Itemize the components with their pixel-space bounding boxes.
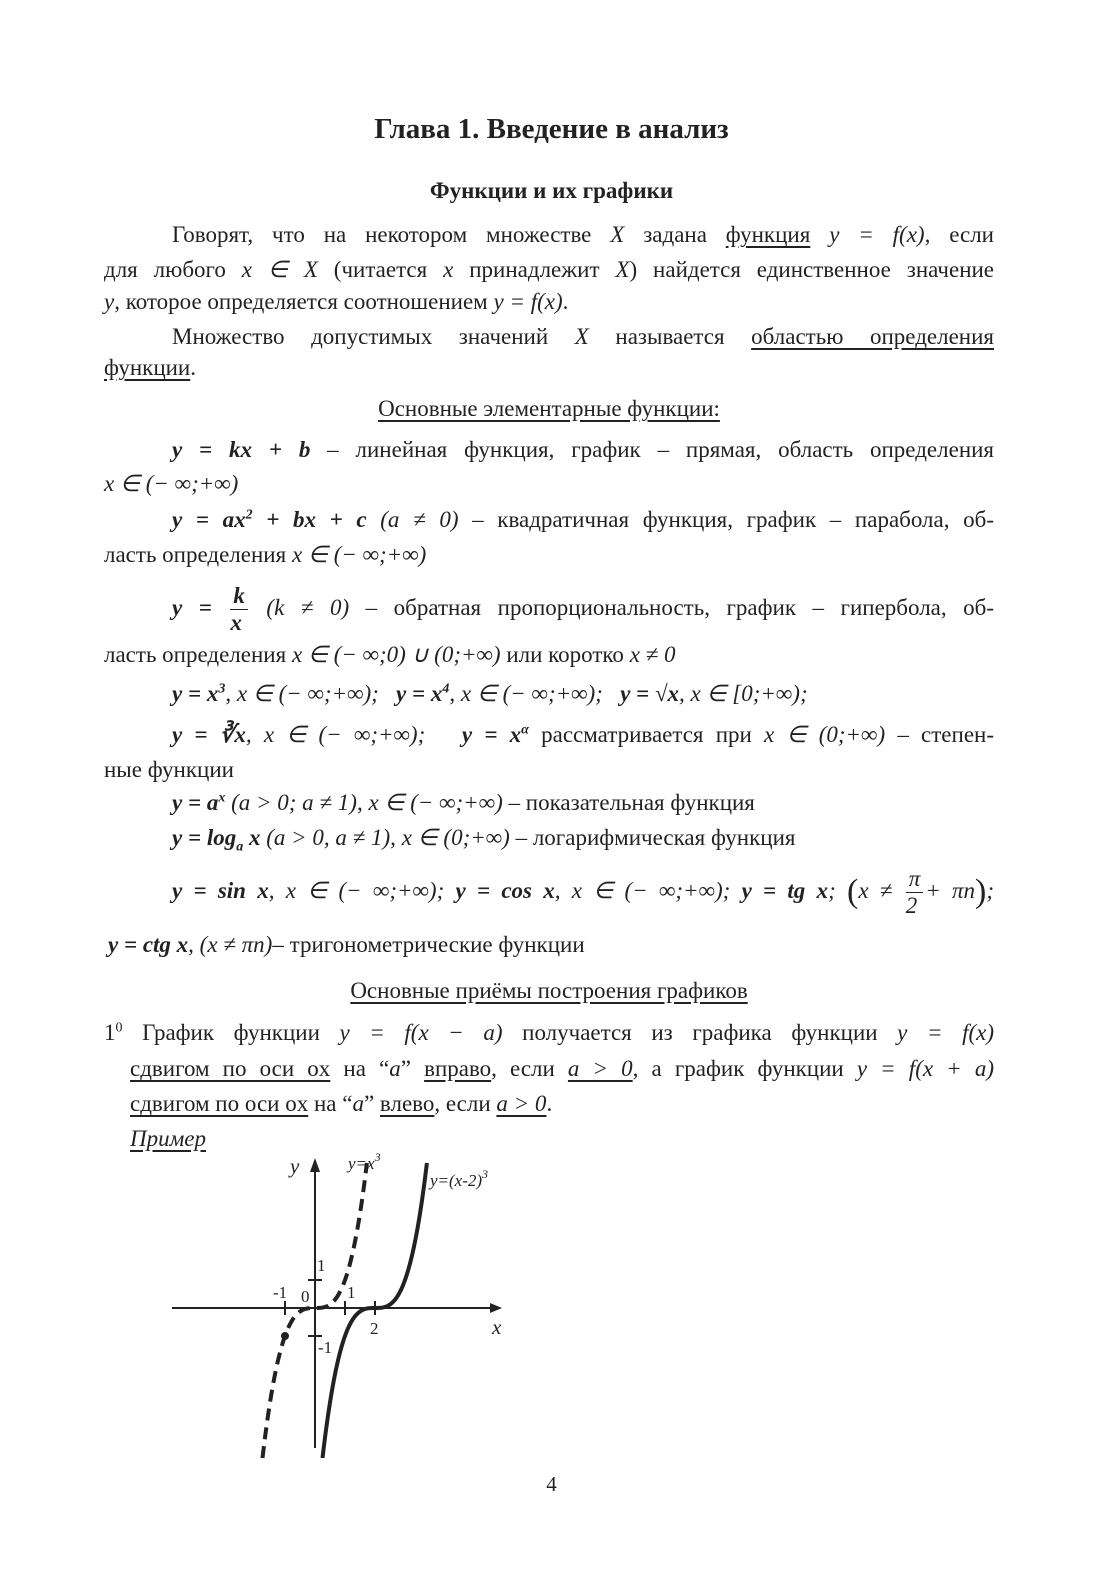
term-domain: областью определения — [751, 324, 994, 349]
quadratic-line1: $y = ax^2$ + bx + c (a ≠ 0) – квадратичная функция, график – парабола, об- — [172, 507, 994, 532]
trig-line1: y = sin x, x ∈ (− ∞;+∞); y = cos x, x ∈ (− ∞;+∞); y = tg x; (x ≠ $\frac{\pi}{2}$ + πn); — [172, 866, 995, 919]
example-graph — [160, 1148, 520, 1458]
y-axis-label: y — [290, 1154, 300, 1178]
x-tick-label: 2 — [370, 1319, 379, 1338]
para2-line2: функции. — [104, 355, 196, 380]
trig-line2: y = ctg x, (x ≠ πn)– тригонометрические функции — [108, 932, 585, 957]
page-number: 4 — [546, 1472, 557, 1496]
linear-line1: y = kx + b – линейная функция, график – прямая, область определения — [172, 437, 995, 462]
x-tick-label: 1 — [347, 1283, 356, 1302]
subhead-graph-techniques: Основные приёмы построения графиков — [350, 978, 748, 1003]
para1-line2: для любого x ∈ X (читается x принадлежит X) найдется единственное значение — [104, 257, 995, 282]
logarithmic-line: $y = \log_a x$ (a > 0, a ≠ 1), x ∈ (0;+∞) – логарифмическая функция — [172, 825, 796, 855]
chart-labels — [273, 1150, 502, 1357]
linear-line2: x ∈ (− ∞;+∞) — [104, 471, 239, 496]
example-label: Пример — [130, 1126, 206, 1151]
rule1-line1: $1^0$ График функции y = f(x − a) получается из графика функции y = f(x) — [104, 1020, 995, 1045]
series-label-shifted: $y=(x-2)^3$ — [430, 1167, 489, 1190]
section-title: Функции и их графики — [429, 178, 674, 203]
series-label-cube: $y=x^3$ — [348, 1150, 381, 1173]
power-line2: y = ∛x, x ∈ (− ∞;+∞); $y = x^\alpha$ рассматривается при x ∈ (0;+∞) – степен- — [172, 722, 994, 747]
para1-line3: y, которое определяется соотношением y = f(x). — [104, 289, 569, 314]
exponential-line: $y = a^x$ (a > 0; a ≠ 1), x ∈ (− ∞;+∞) – показательная функция — [172, 790, 755, 815]
inverse-line2: ласть определения x ∈ (− ∞;0) ∪ (0;+∞) или коротко x ≠ 0 — [104, 642, 676, 667]
para1-line1: Говорят, что на некотором множестве X задана функция y = f(x), если — [172, 222, 994, 247]
marked-point — [281, 1332, 289, 1340]
chapter-title: Глава 1. Введение в анализ — [374, 113, 729, 145]
term-function: функция — [725, 222, 811, 247]
x-axis-arrow — [490, 1303, 502, 1313]
power-line1: $y = x^3$, x ∈ (− ∞;+∞); $y = x^4$, x ∈ (− ∞;+∞); y = √x, x ∈ [0;+∞); — [172, 681, 808, 706]
origin-label: 0 — [301, 1287, 310, 1306]
y-tick-label: -1 — [318, 1338, 333, 1357]
para2-line1: Множество допустимых значений X называется областью определения — [172, 324, 994, 349]
x-axis-label: x — [492, 1315, 502, 1339]
subhead-elementary-functions: Основные элементарные функции: — [378, 396, 720, 421]
rule1-line3: сдвигом по оси ox на “a” влево, если a > 0. — [130, 1091, 553, 1116]
quadratic-line2: ласть определения x ∈ (− ∞;+∞) — [104, 542, 427, 567]
x-tick-label: -1 — [273, 1283, 288, 1302]
y-tick-label: 1 — [317, 1256, 326, 1275]
y-axis-arrow — [310, 1158, 320, 1172]
inverse-line1: y = $\frac{k}{x}$ (k ≠ 0) – обратная пропорциональность, график – гипербола, об- — [172, 583, 995, 636]
rule1-line2: сдвигом по оси ox на “a” вправо, если a > 0, а график функции y = f(x + a) — [130, 1056, 994, 1081]
axes — [172, 1158, 502, 1448]
power-line3: ные функции — [104, 757, 234, 782]
